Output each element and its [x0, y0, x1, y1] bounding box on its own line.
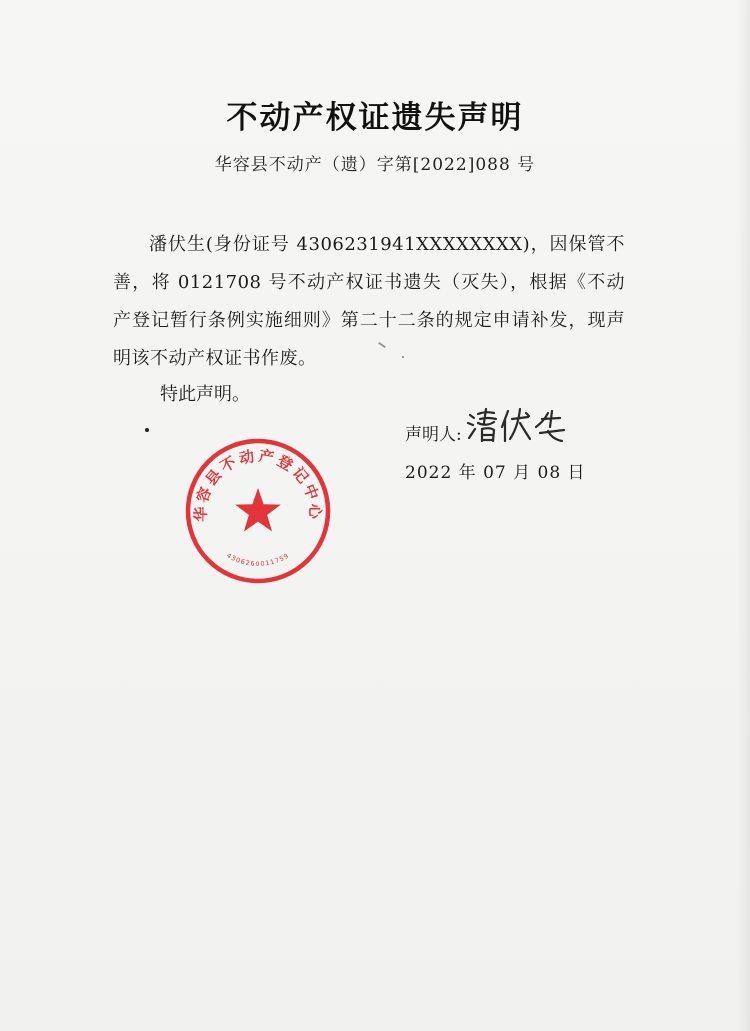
- declarant-block: [405, 405, 576, 445]
- document-title: 不动产权证遗失声明: [226, 100, 524, 136]
- declaration-date: 2022 年 07 月 08 日: [405, 463, 586, 483]
- seal-star-icon: [235, 488, 281, 532]
- scan-speck: [145, 428, 149, 432]
- body-line-4: 该不动产权证书作废。: [131, 348, 317, 369]
- seal-org-name: 华容县不动产登记中心: [191, 446, 325, 522]
- body-line-2: 将 0121708 号不动产权证书遗失（灭失），根据《不动产登: [113, 272, 626, 331]
- declaration-paragraph: [113, 226, 625, 378]
- declarant-label: 声明人:: [405, 425, 462, 445]
- handwritten-signature: [464, 405, 576, 445]
- body-line-1: 潘伏生(身份证号 4306231941XXXXXXXX)，因保管不善，: [113, 234, 625, 293]
- document-number: 华容县不动产（遗）字第[2022]088 号: [214, 155, 536, 175]
- official-seal: [184, 437, 332, 585]
- declaration-body: [113, 226, 625, 378]
- page-edge-shadow: [736, 0, 750, 1031]
- body-line-3: 记暂行条例实施细则》第二十二条的规定申请补发，现声明: [113, 310, 626, 369]
- closing-statement: 特此声明。: [160, 384, 250, 405]
- scan-speck: [402, 356, 404, 358]
- seal-code: 4306260011759: [225, 551, 291, 569]
